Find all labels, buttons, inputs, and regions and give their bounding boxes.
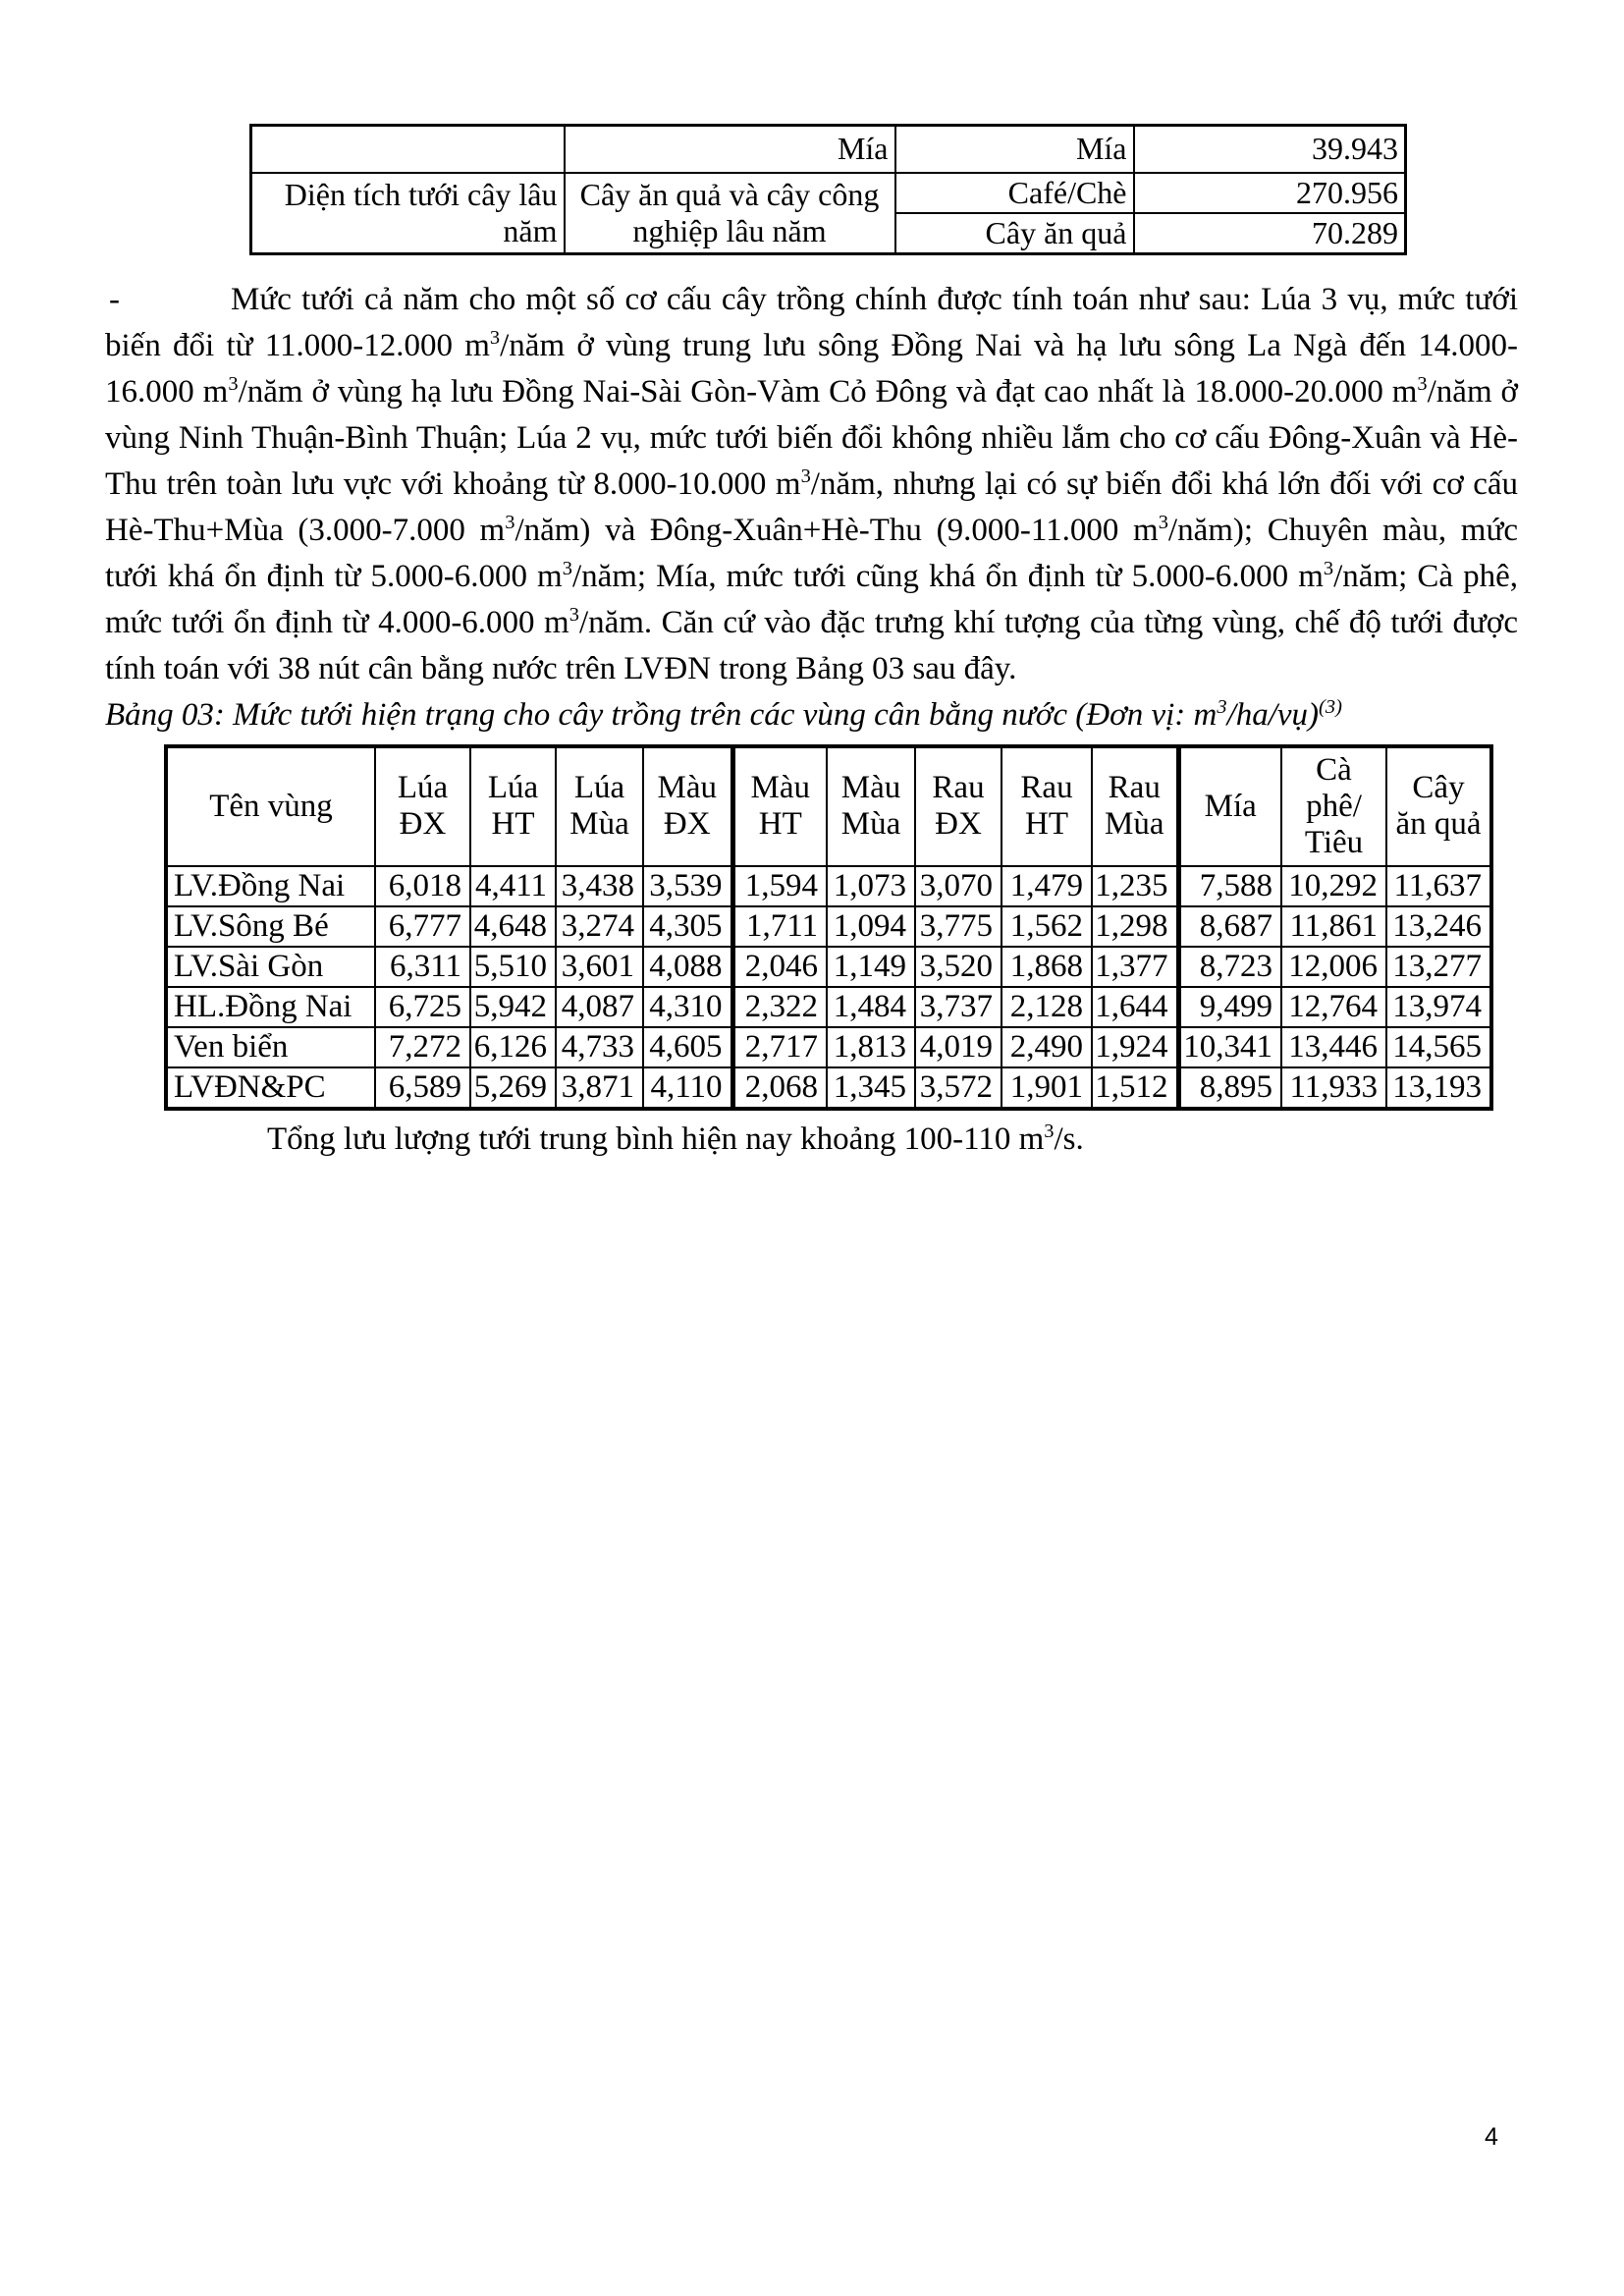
value-cell: 4,648 bbox=[470, 906, 556, 947]
page-number: 4 bbox=[1485, 2123, 1498, 2151]
value-cell: 3,572 bbox=[915, 1067, 1001, 1109]
column-header: Rau HT bbox=[1001, 746, 1092, 866]
value-cell: 3,274 bbox=[556, 906, 643, 947]
region-name-cell: LV.Đồng Nai bbox=[166, 866, 375, 906]
value-cell: 1,377 bbox=[1092, 947, 1178, 987]
value-cell: 3,775 bbox=[915, 906, 1001, 947]
table-row bbox=[166, 987, 1491, 1027]
column-header: Cây ăn quả bbox=[1386, 746, 1491, 866]
value-cell: 11,933 bbox=[1281, 1067, 1386, 1109]
value-cell: 4,305 bbox=[643, 906, 732, 947]
header-row bbox=[166, 746, 1491, 866]
table-row bbox=[251, 126, 1406, 173]
crop-value-cell: 70.289 bbox=[1134, 213, 1406, 254]
value-cell: 8,895 bbox=[1178, 1067, 1281, 1109]
value-cell: 13,446 bbox=[1281, 1027, 1386, 1067]
value-cell: 1,345 bbox=[827, 1067, 915, 1109]
value-cell: 4,019 bbox=[915, 1027, 1001, 1067]
value-cell: 1,901 bbox=[1001, 1067, 1092, 1109]
value-cell: 1,094 bbox=[827, 906, 915, 947]
value-cell: 1,073 bbox=[827, 866, 915, 906]
value-cell: 10,341 bbox=[1178, 1027, 1281, 1067]
table-caption: Bảng 03: Mức tưới hiện trạng cho cây trồng trên các vùng cân bằng nước (Đơn vị: $m^3/ha/vụ)^{(3)}$ bbox=[105, 695, 1342, 733]
value-cell: 1,298 bbox=[1092, 906, 1178, 947]
value-cell: 2,128 bbox=[1001, 987, 1092, 1027]
value-cell: 3,070 bbox=[915, 866, 1001, 906]
row-label-cell: Diện tích tưới cây lâu năm bbox=[251, 173, 565, 254]
value-cell: 4,088 bbox=[643, 947, 732, 987]
table-row bbox=[166, 866, 1491, 906]
column-header: Lúa ĐX bbox=[375, 746, 470, 866]
value-cell: 12,764 bbox=[1281, 987, 1386, 1027]
value-cell: 9,499 bbox=[1178, 987, 1281, 1027]
value-cell: 13,246 bbox=[1386, 906, 1491, 947]
value-cell: 7,588 bbox=[1178, 866, 1281, 906]
table-row bbox=[166, 947, 1491, 987]
value-cell: 13,277 bbox=[1386, 947, 1491, 987]
value-cell: 3,539 bbox=[643, 866, 732, 906]
value-cell: 6,725 bbox=[375, 987, 470, 1027]
list-marker: - bbox=[109, 281, 120, 317]
column-header: Mía bbox=[1178, 746, 1281, 866]
top-table bbox=[249, 124, 1407, 255]
value-cell: 1,711 bbox=[732, 906, 827, 947]
value-cell: 4,733 bbox=[556, 1027, 643, 1067]
value-cell: 6,311 bbox=[375, 947, 470, 987]
value-cell: 5,942 bbox=[470, 987, 556, 1027]
irrigation-table bbox=[164, 744, 1493, 1111]
region-name-cell: LV.Sài Gòn bbox=[166, 947, 375, 987]
footer-note: Tổng lưu lượng tưới trung bình hiện nay khoảng 100-110 $m^3/s$. bbox=[267, 1120, 1084, 1157]
table-body bbox=[166, 866, 1491, 1109]
crop-value-cell: 270.956 bbox=[1134, 173, 1406, 213]
column-header: Rau Mùa bbox=[1092, 746, 1178, 866]
value-cell: 11,861 bbox=[1281, 906, 1386, 947]
value-cell: 1,924 bbox=[1092, 1027, 1178, 1067]
empty-cell bbox=[251, 126, 565, 173]
value-cell: 1,644 bbox=[1092, 987, 1178, 1027]
table-row bbox=[166, 906, 1491, 947]
value-cell: 1,868 bbox=[1001, 947, 1092, 987]
crop-group-cell: Cây ăn quả và cây công nghiệp lâu năm bbox=[565, 173, 895, 254]
column-header: Lúa HT bbox=[470, 746, 556, 866]
value-cell: 1,484 bbox=[827, 987, 915, 1027]
value-cell: 14,565 bbox=[1386, 1027, 1491, 1067]
value-cell: 1,479 bbox=[1001, 866, 1092, 906]
crop-value-cell: 39.943 bbox=[1134, 126, 1406, 173]
column-header: Cà phê/ Tiêu bbox=[1281, 746, 1386, 866]
region-name-cell: Ven biển bbox=[166, 1027, 375, 1067]
value-cell: 3,520 bbox=[915, 947, 1001, 987]
value-cell: 4,411 bbox=[470, 866, 556, 906]
column-header: Màu HT bbox=[732, 746, 827, 866]
crop-name-cell: Cây ăn quả bbox=[895, 213, 1134, 254]
column-header: Lúa Mùa bbox=[556, 746, 643, 866]
region-name-cell: LV.Sông Bé bbox=[166, 906, 375, 947]
body-paragraph bbox=[105, 277, 1518, 692]
value-cell: 8,723 bbox=[1178, 947, 1281, 987]
value-cell: 4,110 bbox=[643, 1067, 732, 1109]
column-header: Rau ĐX bbox=[915, 746, 1001, 866]
value-cell: 10,292 bbox=[1281, 866, 1386, 906]
value-cell: 1,149 bbox=[827, 947, 915, 987]
value-cell: 6,018 bbox=[375, 866, 470, 906]
value-cell: 1,813 bbox=[827, 1027, 915, 1067]
value-cell: 3,871 bbox=[556, 1067, 643, 1109]
value-cell: 6,589 bbox=[375, 1067, 470, 1109]
value-cell: 2,490 bbox=[1001, 1027, 1092, 1067]
value-cell: 7,272 bbox=[375, 1027, 470, 1067]
value-cell: 13,974 bbox=[1386, 987, 1491, 1027]
value-cell: 1,562 bbox=[1001, 906, 1092, 947]
value-cell: 6,777 bbox=[375, 906, 470, 947]
paragraph-text: Mức tưới cả năm cho một số cơ cấu cây trồng chính được tính toán như sau: Lúa 3 vụ, mức tưới biến đổi từ 11.000-12.000 $m^3$/năm ở vùng trung lưu sông Đồng Nai và hạ lưu sông La Ngà đến 14.000-16.000 $m^3$/năm ở vùng hạ lưu Đồng Nai-Sài Gòn-Vàm Cỏ Đông và đạt cao nhất là 18.000-20.000 $m^3$/năm ở vùng Ninh Thuận-Bình Thuận; Lúa 2 vụ, mức tưới biến đổi không nhiều lắm cho cơ cấu Đông-Xuân và Hè-Thu trên toàn lưu vực với khoảng từ 8.000-10.000 $m^3$/năm, nhưng lại có sự biến đổi khá lớn đối với cơ cấu Hè-Thu+Mùa (3.000-7.000 $m^3/năm$) và Đông-Xuân+Hè-Thu (9.000-11.000 $m^3/năm$); Chuyên màu, mức tưới khá ổn định từ 5.000-6.000 $m^3$/năm; Mía, mức tưới cũng khá ổn định từ 5.000-6.000 $m^3$/năm; Cà phê, mức tưới ổn định từ 4.000-6.000 $m^3$/năm. Căn cứ vào đặc trưng khí tượng của từng vùng, chế độ tưới được tính toán với 38 nút cân bằng nước trên LVĐN trong Bảng 03 sau đây. bbox=[105, 281, 1519, 686]
value-cell: 6,126 bbox=[470, 1027, 556, 1067]
value-cell: 2,322 bbox=[732, 987, 827, 1027]
value-cell: 4,087 bbox=[556, 987, 643, 1027]
column-header: Màu Mùa bbox=[827, 746, 915, 866]
value-cell: 11,637 bbox=[1386, 866, 1491, 906]
table-row bbox=[166, 1027, 1491, 1067]
value-cell: 1,594 bbox=[732, 866, 827, 906]
column-header: Tên vùng bbox=[166, 746, 375, 866]
value-cell: 13,193 bbox=[1386, 1067, 1491, 1109]
value-cell: 3,601 bbox=[556, 947, 643, 987]
region-name-cell: LVĐN&PC bbox=[166, 1067, 375, 1109]
crop-name-cell: Café/Chè bbox=[895, 173, 1134, 213]
value-cell: 3,737 bbox=[915, 987, 1001, 1027]
value-cell: 1,512 bbox=[1092, 1067, 1178, 1109]
value-cell: 5,510 bbox=[470, 947, 556, 987]
table-row bbox=[166, 1067, 1491, 1109]
value-cell: 3,438 bbox=[556, 866, 643, 906]
value-cell: 4,605 bbox=[643, 1027, 732, 1067]
value-cell: 5,269 bbox=[470, 1067, 556, 1109]
table-row bbox=[251, 173, 1406, 213]
column-header: Màu ĐX bbox=[643, 746, 732, 866]
value-cell: 2,068 bbox=[732, 1067, 827, 1109]
value-cell: 2,046 bbox=[732, 947, 827, 987]
crop-group-cell: Mía bbox=[565, 126, 895, 173]
region-name-cell: HL.Đồng Nai bbox=[166, 987, 375, 1027]
crop-name-cell: Mía bbox=[895, 126, 1134, 173]
value-cell: 2,717 bbox=[732, 1027, 827, 1067]
value-cell: 12,006 bbox=[1281, 947, 1386, 987]
value-cell: 1,235 bbox=[1092, 866, 1178, 906]
value-cell: 8,687 bbox=[1178, 906, 1281, 947]
value-cell: 4,310 bbox=[643, 987, 732, 1027]
